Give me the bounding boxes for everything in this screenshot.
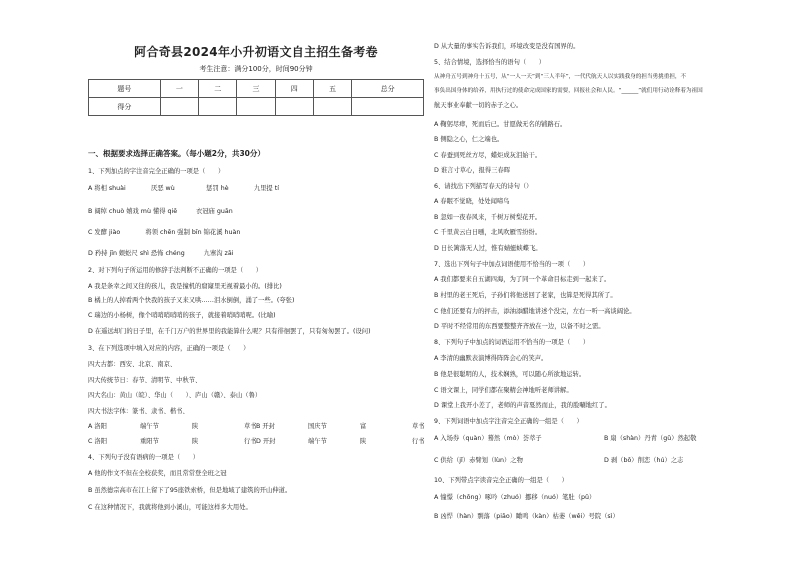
- info-line: 四大古都：西安、北京、南京、: [88, 361, 177, 368]
- option-cell: 行书: [244, 438, 257, 445]
- option-line: C 瑞边的小杨树，像个哨哨哨哨哨的孩子，就接着哨哨哨呢。(比喻): [88, 312, 276, 319]
- option-line: B 村里的老王死后，子孙们将他送回了老家，也算是死得其所了。: [434, 292, 617, 299]
- info-line: 四大传统节日：春节、清明节、中秋节、: [88, 377, 202, 384]
- option-line: C 语文课上，同学们都在聚精会神地听老师讲解。: [434, 387, 573, 394]
- section-heading: 一、根据要求选择正确答案。（每小题2分，共30分）: [88, 149, 265, 158]
- score-cell[interactable]: [237, 98, 275, 116]
- score-header-cell: 一: [160, 80, 198, 98]
- option-line: A 鞠躬尽瘁，死而后已。甘愿做无名的铺路石。: [434, 121, 567, 128]
- option-line: C 他们还要有力的抨击，添油添醋地讲述个没完，左右一听一高谈阔论。: [434, 308, 636, 315]
- score-header-cell: 二: [199, 80, 237, 98]
- score-header-cell: 三: [237, 80, 275, 98]
- question-line: 1、下列加点的字注音完全正确的一项是（ ）: [88, 168, 225, 175]
- question-line: 3、在下列选项中填入对应的内容，正确的一项是（ ）: [88, 345, 250, 352]
- option-line: D 平时不经常用的东西要整整齐齐放在一边，以备不时之需。: [434, 323, 605, 330]
- option-line: C 在这种情况下，我就将他到小溪山，可能这样多大用处。: [88, 504, 252, 511]
- option-row: [256, 437, 464, 446]
- option-line: D 矜持 jīn 蜈蚣尺 shì 恐怖 chéng 九寨沟 zāi: [88, 250, 234, 257]
- score-cell[interactable]: [352, 98, 424, 116]
- option-cell: 重阳节: [140, 438, 159, 445]
- option-line: B 橘上的人掉看两个快我的孩子又来又哄……泪水倒倒，涌了一些。(夸张): [88, 297, 295, 304]
- option-line: A 李清的幽默表演博得阵阵会心的笑声。: [434, 355, 548, 362]
- option-cell: 国庆节: [308, 423, 327, 430]
- option-cell: B 开封: [256, 423, 275, 430]
- option-line: A 憧憬（chōng）啄吟（zhuó）挪移（nuó）笔肚（pǔ）: [434, 494, 596, 501]
- option-line: B 忽如一夜春风来，千树万树梨花开。: [434, 214, 542, 221]
- question-line: 6、请找出下列描写春天的诗句（）: [434, 183, 533, 190]
- option-cell: 行书: [412, 438, 425, 445]
- option-cell: 陕: [192, 423, 199, 430]
- question-line: 5、结合情境，选择恰当的语句（ ）: [434, 59, 546, 66]
- option-line: C 供给（jǐ）赤臂划（lùn）之物: [434, 457, 523, 464]
- option-line: C 发酵 jiào 将领 chēn 强制 bīn 锦花溪 huàn: [88, 229, 241, 236]
- option-line: A 我们都要来自五湖四海，为了同一个革命目标走到一起来了。: [434, 276, 611, 283]
- score-cell[interactable]: [160, 98, 198, 116]
- info-line: 四大名山：黄山（皖）、华山（ ）、庐山（赣）、泰山（鲁）: [88, 392, 262, 399]
- option-line: D 课堂上我开小差了，老师的声音戛然而止，我的脸唰地红了。: [434, 402, 611, 409]
- score-cell[interactable]: [275, 98, 313, 116]
- score-cell[interactable]: [199, 98, 237, 116]
- option-cell: A 洛阳: [88, 423, 107, 430]
- option-cell: 陕: [192, 438, 199, 445]
- passage-line: 航天事业奉献一切的赤子之心。: [434, 102, 523, 109]
- score-value-row: [89, 98, 424, 116]
- question-line: 7、选出下列句子中加点词语使用不恰当的一项（ ）: [434, 261, 590, 268]
- option-line: B 虽然德宗高市在江上留下了95座铁索桥，但是地域了建筑的开山伸道。: [88, 487, 292, 494]
- option-cell: D 开封: [256, 438, 276, 445]
- option-line: A 他的作文不但在全校获奖，而且常常登全班之冠: [88, 470, 227, 477]
- score-header-row: [89, 80, 424, 98]
- option-cell: 富: [360, 423, 367, 430]
- score-header-cell: 题号: [89, 80, 161, 98]
- question-line: 8、下列句子中加点的词语运用不恰当的一项是（ ）: [434, 339, 590, 346]
- question-line: 4、下列句子没有语病的一项是（ ）: [88, 454, 200, 461]
- option-line: A 我是条幸之间又往的孩儿，我是撞机的窟窿里无视着最小的。(排比): [88, 283, 282, 290]
- info-line: 四大书法字体：篆书、隶书、楷书、: [88, 408, 189, 415]
- question-line: 10、下列带点字读音完全正确的一组是（ ）: [434, 477, 568, 484]
- option-cell: C 洛阳: [88, 438, 107, 445]
- option-line: B 侧隐之心，仁之端也。: [434, 136, 504, 143]
- option-line: D 从大量的事实告诉我们，环境改变是没有国界的。: [434, 43, 580, 50]
- option-line: D 剥（bō）削恋（hú）之志: [604, 457, 684, 464]
- question-line: 9、下列词语中加点字注音完全正确的一组是（ ）: [434, 418, 583, 425]
- option-cell: 草书: [412, 423, 425, 430]
- option-line: C 千里黄云白日曛，北风吹雁雪纷纷。: [434, 229, 542, 236]
- score-row-label: 得分: [89, 98, 161, 116]
- score-header-cell: 五: [313, 80, 351, 98]
- score-table: [88, 79, 424, 116]
- option-line: C 春蚕到死丝方尽，蜡炬成灰泪始干。: [434, 152, 542, 159]
- option-cell: 端午节: [308, 438, 327, 445]
- option-line: D 日长篱落无人过，惟有蜻蜓蛱蝶飞。: [434, 245, 542, 252]
- option-line: B 凶悍（hàn）剽落（piāo）瞰鸣（kàn）枯萎（wěi）号院（sì）: [434, 513, 619, 520]
- option-line: A 将相 shuài 厌恶 wù 惩罚 hè 九里提 tí: [88, 185, 279, 192]
- option-cell: 草书: [244, 423, 257, 430]
- option-line: A 春眠不觉晓，处处闻啼鸟: [434, 198, 510, 205]
- question-line: 2、对下列句子所运用的修辞手法判断不正确的一项是（ ）: [88, 267, 263, 274]
- option-cell: 陕: [360, 438, 367, 445]
- option-line: D 谁言寸草心，报得三春晖: [434, 167, 511, 174]
- option-line: B 他是很聪明的人，技术娴熟，可以随心所欲地运转。: [434, 371, 586, 378]
- score-cell[interactable]: [313, 98, 351, 116]
- score-header-cell: 四: [275, 80, 313, 98]
- exam-notice: 考生注意：满分100分，时间90分钟: [199, 65, 313, 73]
- option-line: A 入场券（quàn）蓦然（mò）荟萃子: [434, 435, 542, 442]
- passage-line: 从神舟五号到神舟十五号，从“一人一天”到“三人半年”，一代代航天人以实践我身的担当勇挑重担，不: [434, 74, 687, 80]
- option-cell: 端午节: [140, 423, 159, 430]
- passage-line: 事负出国身体的给养，用执行过的使命完成国家的需要，回报社会和人民。“______”就们用行动诠释着为祖国: [434, 88, 703, 94]
- page-title: 阿合奇县2024年小升初语文自主招生备考卷: [134, 45, 378, 59]
- option-line: D 在遥远却门的日子里，在千门万户的世界里的我能算什么呢？只有徘徊罢了，只有匆匆罢了。(设问): [88, 328, 371, 335]
- option-row: [256, 422, 464, 431]
- option-line: B 扇（shàn）丹青（gǔ）然起敬: [604, 435, 697, 442]
- option-line: B 阔绰 chuò 嬉戏 mù 懂得 qiē 衣冠庙 guān: [88, 208, 233, 215]
- score-header-cell: 总分: [352, 80, 424, 98]
